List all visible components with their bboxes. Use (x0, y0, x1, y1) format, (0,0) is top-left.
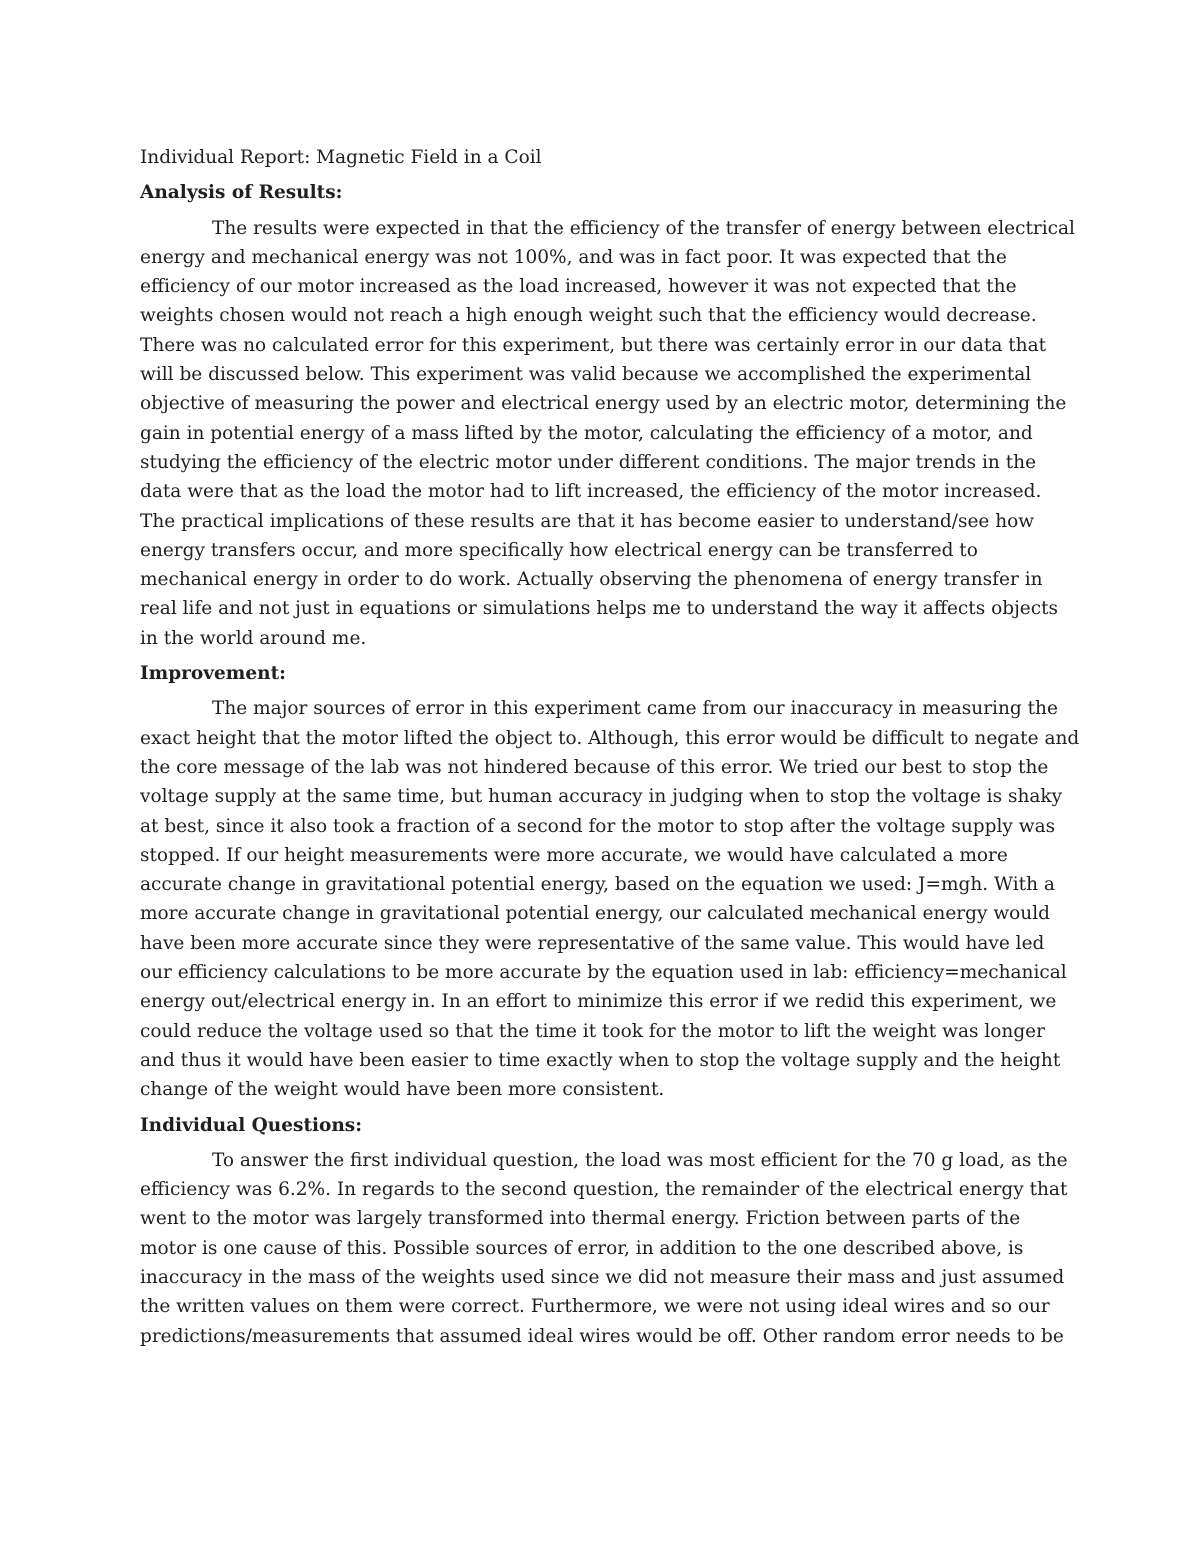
text-line: transferred to mechanical energy in order to do work. Actually observing the phenomena of (140, 539, 978, 591)
text-line: understand/see how energy transfers occur, and more specifically how electrical energy can be (140, 510, 1035, 561)
text-line: more accurate change in gravitational potential energy, based on the equation we used: J=mgh. (140, 844, 1008, 896)
text-line: and the core message of the lab was not hindered because of this error. We tried our best to stop (140, 727, 1080, 778)
text-line: would have been more accurate since they were representative of the same value. This would (140, 903, 1050, 954)
paragraph-individual-questions (140, 1146, 1080, 1351)
section-heading-individual-questions: Individual Questions: (140, 1114, 363, 1136)
text-line: motor is one cause of this. Possible sources of error, in addition to the one described above, is (140, 1237, 1024, 1259)
section-heading-improvement: Improvement: (140, 663, 286, 685)
text-line: exact height that the motor lifted the object to. Although, this error would be difficult to negate (140, 727, 1039, 749)
text-line: efficiency=mechanical energy out/electrical energy in. In an effort to minimize this error if we (140, 962, 1067, 1013)
text-line: and studying the efficiency of the electric motor under different conditions. The major trends in (140, 422, 1033, 473)
text-line: electrical energy and mechanical energy was not 100%, and was in fact poor. It was expected that (140, 217, 1075, 268)
section-analysis (140, 178, 1080, 653)
text-line: the gain in potential energy of a mass lifted by the motor, calculating the efficiency of a motor, (140, 393, 1067, 444)
text-line: that went to the motor was largely transformed into thermal energy. Friction between parts of the (140, 1179, 1068, 1230)
text-line: the efficiency of our motor increased as the load increased, however it was not expected that the (140, 246, 1017, 298)
text-line: weights chosen would not reach a high enough weight such that the efficiency would decrease. (140, 305, 1037, 327)
text-line: objective of measuring the power and electrical energy used by an electric motor, determining (140, 393, 1031, 415)
text-line: The results were expected in that the efficiency of the transfer of energy between (212, 217, 982, 239)
text-line: shaky at best, since it also took a fraction of a second for the motor to stop after the voltage (140, 786, 1063, 837)
section-individual-questions (140, 1111, 1080, 1351)
text-line: To answer the first individual question, the load was most efficient for the 70 g load, as (212, 1149, 1032, 1171)
text-line: The major sources of error in this experiment came from our inaccuracy in measuring the (212, 698, 1058, 720)
text-line: the written values on them were correct. Furthermore, we were not using ideal wires and so our (140, 1296, 1050, 1318)
text-line: voltage supply and the height change of the weight would have been more consistent. (140, 1049, 1061, 1101)
text-line: the voltage supply at the same time, but human accuracy in judging when to stop the voltage is (140, 756, 1049, 808)
text-line: redid this experiment, we could reduce the voltage used so that the time it took for the motor to (140, 991, 1057, 1042)
paragraph-analysis (140, 214, 1080, 653)
text-line: With a more accurate change in gravitational potential energy, our calculated mechanical energy (140, 874, 1055, 925)
document-page (140, 143, 1080, 1357)
text-line: supply was stopped. If our height measurements were more accurate, we would have calculated a (140, 815, 1056, 866)
paragraph-improvement (140, 694, 1080, 1104)
text-line: predictions/measurements that assumed ideal wires would be off. Other random error needs to be (140, 1325, 1064, 1347)
text-line: the data were that as the load the motor had to lift increased, the efficiency of the motor (140, 451, 1037, 503)
text-line: lift the weight was longer and thus it would have been easier to time exactly when to stop the (140, 1020, 1045, 1071)
text-line: There was no calculated error for this experiment, but there was certainly error in our data that (140, 334, 1047, 356)
text-line: inaccuracy in the mass of the weights used since we did not measure their mass and just assumed (140, 1266, 1065, 1288)
document-title: Individual Report: Magnetic Field in a Coil (140, 147, 542, 168)
text-line: energy transfer in real life and not just in equations or simulations helps me to understand the (140, 569, 1043, 620)
text-line: the efficiency was 6.2%. In regards to the second question, the remainder of the electrical energy (140, 1149, 1068, 1201)
text-line: way it affects objects in the world around me. (140, 598, 1059, 649)
section-heading-analysis: Analysis of Results: (140, 182, 343, 204)
text-line: increased. The practical implications of these results are that it has become easier to (140, 481, 1042, 532)
section-improvement (140, 659, 1080, 1104)
text-line: have led our efficiency calculations to be more accurate by the equation used in lab: (140, 932, 1045, 984)
text-line: will be discussed below. This experiment was valid because we accomplished the experimental (140, 364, 1032, 386)
